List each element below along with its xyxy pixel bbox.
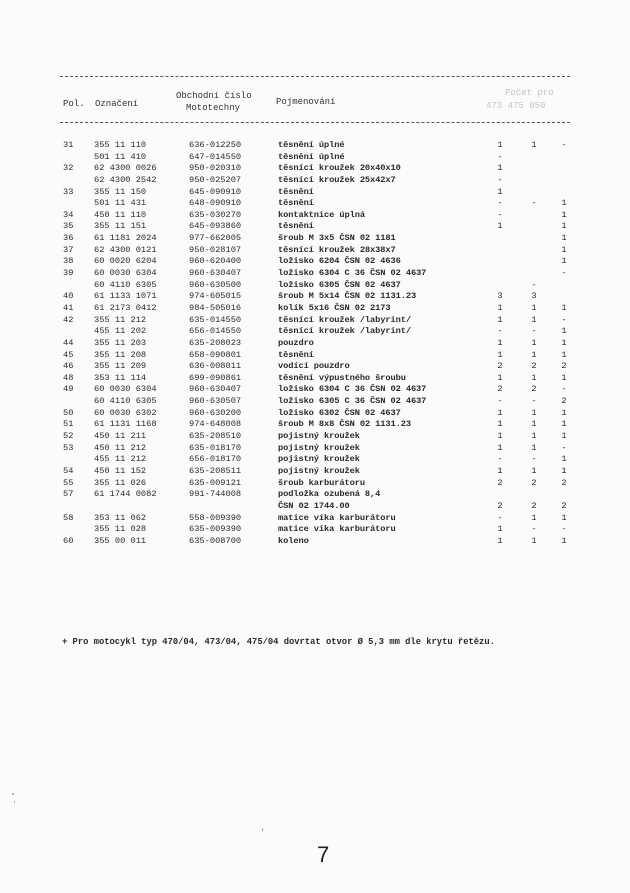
cell-order-number: 645-093860 xyxy=(189,221,242,232)
cell-order-number: 960-630407 xyxy=(189,268,242,279)
cell-qty-050: 1 xyxy=(561,431,567,442)
cell-order-number: 635-208510 xyxy=(189,431,242,442)
cell-designation: 501 11 431 xyxy=(94,198,147,209)
cell-qty-473: 2 xyxy=(497,361,503,372)
cell-qty-475: 1 xyxy=(531,512,537,523)
cell-qty-050: - xyxy=(561,140,567,150)
cell-order-number: 991-744008 xyxy=(189,489,242,500)
cell-qty-473: - xyxy=(497,512,503,523)
cell-qty-050: 1 xyxy=(561,302,567,313)
cell-qty-473: - xyxy=(497,326,503,337)
table-row xyxy=(60,221,580,233)
cell-qty-050: 1 xyxy=(561,419,567,430)
table-row xyxy=(60,478,580,490)
cell-order-number: 635-009121 xyxy=(189,477,242,488)
cell-position: 44 xyxy=(63,337,74,348)
cell-order-number: 656-018170 xyxy=(189,454,242,465)
cell-qty-050: 2 xyxy=(561,477,567,488)
cell-qty-473: - xyxy=(497,396,503,407)
cell-qty-475: 2 xyxy=(531,384,537,395)
cell-order-number: 635-030270 xyxy=(189,209,242,220)
table-row xyxy=(60,501,580,513)
table-row xyxy=(60,233,580,245)
cell-qty-473: 1 xyxy=(497,163,503,174)
cell-designation: 61 1133 1071 xyxy=(94,291,157,302)
cell-order-number: 647-014550 xyxy=(189,151,242,162)
table-row xyxy=(60,187,580,199)
cell-qty-475: 2 xyxy=(531,500,537,511)
cell-qty-473: 1 xyxy=(497,221,503,232)
cell-qty-473: 1 xyxy=(497,186,503,197)
cell-part-name: těsnění xyxy=(278,221,314,232)
cell-designation: 455 11 202 xyxy=(94,326,147,337)
cell-designation: 455 11 212 xyxy=(94,454,147,465)
cell-part-name: ložisko 6204 ČSN 02 4636 xyxy=(278,256,401,267)
cell-part-name: těsnění xyxy=(278,349,314,360)
cell-order-number: 974-648008 xyxy=(189,419,242,430)
table-row xyxy=(60,245,580,257)
table-row xyxy=(60,524,580,536)
table-row xyxy=(60,443,580,455)
cell-qty-050: 1 xyxy=(561,198,567,209)
cell-position: 51 xyxy=(63,419,74,430)
cell-position: 36 xyxy=(63,233,74,244)
cell-qty-475: 1 xyxy=(531,349,537,360)
cell-part-name: těsnění úplné xyxy=(278,151,345,162)
table-row xyxy=(60,198,580,210)
cell-qty-475: 1 xyxy=(531,314,537,325)
cell-designation: 60 4110 6305 xyxy=(94,396,157,407)
cell-part-name: pouzdro xyxy=(278,337,314,348)
table-row xyxy=(60,256,580,268)
cell-part-name: pojistný kroužek xyxy=(278,465,360,476)
cell-part-name: těsnící kroužek 20x40x10 xyxy=(278,163,401,174)
cell-qty-473: 1 xyxy=(497,431,503,442)
cell-qty-473: - xyxy=(497,209,503,220)
cell-designation: 355 11 110 xyxy=(94,140,147,150)
cell-order-number: 977-662005 xyxy=(189,233,242,244)
col-header-obchodni-1: Obchodní číslo xyxy=(176,91,252,101)
cell-qty-050: 2 xyxy=(561,361,567,372)
cell-qty-050: 1 xyxy=(561,337,567,348)
page-number: 7 xyxy=(317,842,330,867)
cell-order-number: 635-009390 xyxy=(189,524,242,535)
table-row xyxy=(60,536,580,548)
col-header-obchodni-2: Mototechny xyxy=(186,103,241,113)
table-row xyxy=(60,210,580,222)
cell-designation: 61 1131 1168 xyxy=(94,419,157,430)
cell-position: 39 xyxy=(63,268,74,279)
table-row xyxy=(60,384,580,396)
cell-order-number: 558-009390 xyxy=(189,512,242,523)
cell-position: 60 xyxy=(63,535,74,546)
cell-position: 52 xyxy=(63,431,74,442)
cell-designation: 355 11 150 xyxy=(94,186,147,197)
cell-qty-050: 1 xyxy=(561,244,567,255)
cell-position: 37 xyxy=(63,244,74,255)
scan-speck xyxy=(262,828,263,831)
cell-designation: 355 11 203 xyxy=(94,337,147,348)
cell-position: 33 xyxy=(63,186,74,197)
header-rule-bottom xyxy=(60,122,570,123)
cell-part-name: těsnící kroužek /labyrint/ xyxy=(278,314,411,325)
cell-designation: 60 0030 6304 xyxy=(94,268,157,279)
cell-qty-475: - xyxy=(531,454,537,465)
cell-part-name: ložisko 6304 C 36 ČSN 02 4637 xyxy=(278,268,427,279)
table-row xyxy=(60,315,580,327)
cell-qty-475: 2 xyxy=(531,477,537,488)
cell-qty-475: 1 xyxy=(531,372,537,383)
cell-qty-473: 2 xyxy=(497,500,503,511)
cell-qty-475: - xyxy=(531,279,537,290)
table-row xyxy=(60,280,580,292)
cell-designation: 60 0030 6304 xyxy=(94,384,157,395)
table-row xyxy=(60,175,580,187)
cell-designation: 61 1744 0082 xyxy=(94,489,157,500)
cell-designation: 62 4300 2542 xyxy=(94,174,157,185)
cell-qty-050: - xyxy=(561,524,567,535)
cell-designation: 62 4300 0121 xyxy=(94,244,157,255)
cell-part-name: šroub M 3x5 ČSN 02 1181 xyxy=(278,233,396,244)
cell-qty-475: 1 xyxy=(531,535,537,546)
cell-position: 48 xyxy=(63,372,74,383)
cell-order-number: 960-630507 xyxy=(189,396,242,407)
cell-part-name: šroub M 5x14 ČSN 02 1131.23 xyxy=(278,291,417,302)
cell-part-name: šroub M 8x8 ČSN 02 1131.23 xyxy=(278,419,411,430)
cell-qty-473: 1 xyxy=(497,407,503,418)
cell-designation: 450 11 110 xyxy=(94,209,147,220)
cell-designation: 61 1181 2024 xyxy=(94,233,157,244)
cell-qty-050: - xyxy=(561,268,567,279)
cell-qty-473: - xyxy=(497,151,503,162)
cell-qty-475: 1 xyxy=(531,465,537,476)
cell-order-number: 699-090861 xyxy=(189,372,242,383)
cell-qty-473: 1 xyxy=(497,337,503,348)
cell-qty-475: 1 xyxy=(531,337,537,348)
cell-designation: 353 11 062 xyxy=(94,512,147,523)
cell-order-number: 950-028107 xyxy=(189,244,242,255)
cell-designation: 501 11 410 xyxy=(94,151,147,162)
cell-designation: 450 11 152 xyxy=(94,465,147,476)
cell-designation: 355 11 208 xyxy=(94,349,147,360)
cell-part-name: ložisko 6304 C 36 ČSN 02 4637 xyxy=(278,384,427,395)
cell-qty-050: - xyxy=(561,314,567,325)
cell-part-name: pojistný kroužek xyxy=(278,454,360,465)
cell-part-name: ČSN 02 1744.00 xyxy=(278,500,350,511)
table-row xyxy=(60,408,580,420)
cell-qty-050: 1 xyxy=(561,535,567,546)
cell-qty-050: 1 xyxy=(561,221,567,232)
col-header-types: 473 475 050 xyxy=(486,101,546,111)
table-row xyxy=(60,396,580,408)
table-row xyxy=(60,513,580,525)
col-header-pojmenovani: Pojmenování xyxy=(276,97,336,107)
cell-part-name: těsnění výpustného šroubu xyxy=(278,372,406,383)
cell-qty-473: 1 xyxy=(497,372,503,383)
cell-qty-475: 1 xyxy=(531,442,537,453)
cell-designation: 60 4110 6305 xyxy=(94,279,157,290)
cell-qty-475: 1 xyxy=(531,302,537,313)
cell-designation: 450 11 211 xyxy=(94,431,147,442)
cell-qty-050: 1 xyxy=(561,233,567,244)
table-row xyxy=(60,466,580,478)
table-row xyxy=(60,326,580,338)
cell-qty-050: 1 xyxy=(561,465,567,476)
cell-order-number: 974-605015 xyxy=(189,291,242,302)
cell-qty-475: 3 xyxy=(531,291,537,302)
cell-designation: 62 4300 0026 xyxy=(94,163,157,174)
cell-designation: 61 2173 0412 xyxy=(94,302,157,313)
cell-qty-050: - xyxy=(561,442,567,453)
cell-qty-473: 1 xyxy=(497,465,503,476)
cell-qty-475: 1 xyxy=(531,431,537,442)
cell-qty-050: 2 xyxy=(561,396,567,407)
cell-part-name: šroub karburátoru xyxy=(278,477,365,488)
col-header-oznaceni: Označení xyxy=(95,99,139,109)
cell-qty-473: 1 xyxy=(497,524,503,535)
cell-part-name: koleno xyxy=(278,535,309,546)
cell-order-number: 960-630500 xyxy=(189,279,242,290)
table-row xyxy=(60,268,580,280)
cell-part-name: kolík 5x16 ČSN 02 2173 xyxy=(278,302,391,313)
cell-order-number: 658-090801 xyxy=(189,349,242,360)
cell-order-number: 648-090910 xyxy=(189,198,242,209)
cell-position: 57 xyxy=(63,489,74,500)
cell-part-name: těsnění xyxy=(278,198,314,209)
cell-part-name: těsnící kroužek 25x42x7 xyxy=(278,174,396,185)
cell-qty-475: - xyxy=(531,326,537,337)
cell-designation: 355 11 212 xyxy=(94,314,147,325)
cell-position: 45 xyxy=(63,349,74,360)
cell-part-name: ložisko 6305 ČSN 02 4637 xyxy=(278,279,401,290)
cell-order-number: 960-630407 xyxy=(189,384,242,395)
cell-qty-473: 2 xyxy=(497,384,503,395)
cell-part-name: ložisko 6305 C 36 ČSN 02 4637 xyxy=(278,396,427,407)
cell-position: 50 xyxy=(63,407,74,418)
cell-position: 58 xyxy=(63,512,74,523)
cell-qty-050: 1 xyxy=(561,512,567,523)
cell-qty-473: - xyxy=(497,198,503,209)
cell-designation: 355 00 011 xyxy=(94,535,147,546)
cell-qty-050: - xyxy=(561,384,567,395)
cell-part-name: kontaktnice úplná xyxy=(278,209,365,220)
cell-order-number: 656-014550 xyxy=(189,326,242,337)
cell-part-name: pojistný kroužek xyxy=(278,442,360,453)
cell-order-number: 950-020310 xyxy=(189,163,242,174)
table-row xyxy=(60,361,580,373)
cell-order-number: 635-208511 xyxy=(189,465,242,476)
cell-qty-473: 1 xyxy=(497,349,503,360)
table-row xyxy=(60,454,580,466)
cell-part-name: těsnění úplné xyxy=(278,140,345,150)
table-row xyxy=(60,338,580,350)
cell-designation: 60 0020 6204 xyxy=(94,256,157,267)
cell-order-number: 950-025207 xyxy=(189,174,242,185)
cell-qty-475: 1 xyxy=(531,407,537,418)
cell-position: 54 xyxy=(63,465,74,476)
col-header-pocet: Počet pro xyxy=(505,88,554,98)
cell-qty-473: 1 xyxy=(497,535,503,546)
cell-order-number: 984-505016 xyxy=(189,302,242,313)
cell-qty-050: 2 xyxy=(561,500,567,511)
table-row xyxy=(60,373,580,385)
cell-qty-050: 1 xyxy=(561,454,567,465)
cell-part-name: ložisko 6302 ČSN 02 4637 xyxy=(278,407,401,418)
cell-part-name: podložka ozubená 8,4 xyxy=(278,489,381,500)
header-rule-top xyxy=(60,76,570,77)
table-row xyxy=(60,431,580,443)
scan-speck xyxy=(14,801,15,803)
scan-speck xyxy=(12,793,14,795)
cell-part-name: těsnící kroužek 28x38x7 xyxy=(278,244,396,255)
cell-qty-473: 1 xyxy=(497,442,503,453)
footnote: + Pro motocykl typ 470/04, 473/04, 475/04 dovrtat otvor Ø 5,3 mm dle krytu řetězu. xyxy=(62,637,495,647)
table-row xyxy=(60,419,580,431)
cell-designation: 355 11 209 xyxy=(94,361,147,372)
cell-position: 35 xyxy=(63,221,74,232)
cell-qty-473: 1 xyxy=(497,302,503,313)
cell-order-number: 635-014550 xyxy=(189,314,242,325)
parts-table xyxy=(60,140,580,547)
table-row xyxy=(60,489,580,501)
cell-designation: 60 0030 6302 xyxy=(94,407,157,418)
cell-order-number: 645-090910 xyxy=(189,186,242,197)
cell-designation: 355 11 151 xyxy=(94,221,147,232)
cell-order-number: 635-208023 xyxy=(189,337,242,348)
cell-qty-473: - xyxy=(497,174,503,185)
table-row xyxy=(60,350,580,362)
cell-designation: 355 11 026 xyxy=(94,477,147,488)
cell-qty-473: - xyxy=(497,454,503,465)
cell-part-name: vodící pouzdro xyxy=(278,361,350,372)
cell-position: 42 xyxy=(63,314,74,325)
cell-position: 55 xyxy=(63,477,74,488)
cell-order-number: 635-008700 xyxy=(189,535,242,546)
cell-order-number: 636-008011 xyxy=(189,361,242,372)
cell-part-name: pojistný kroužek xyxy=(278,431,360,442)
cell-order-number: 636-012250 xyxy=(189,140,242,150)
cell-part-name: matice víka karburátoru xyxy=(278,524,396,535)
cell-qty-473: 1 xyxy=(497,140,503,150)
cell-designation: 355 11 028 xyxy=(94,524,147,535)
cell-qty-475: 1 xyxy=(531,419,537,430)
cell-qty-050: 1 xyxy=(561,372,567,383)
cell-position: 38 xyxy=(63,256,74,267)
cell-qty-050: 1 xyxy=(561,256,567,267)
cell-qty-475: - xyxy=(531,396,537,407)
table-row xyxy=(60,291,580,303)
cell-qty-473: 1 xyxy=(497,419,503,430)
table-row xyxy=(60,140,580,152)
cell-position: 46 xyxy=(63,361,74,372)
cell-qty-050: 1 xyxy=(561,349,567,360)
cell-order-number: 635-018170 xyxy=(189,442,242,453)
cell-position: 34 xyxy=(63,209,74,220)
cell-order-number: 960-620400 xyxy=(189,256,242,267)
cell-part-name: těsnění xyxy=(278,186,314,197)
cell-order-number: 960-630200 xyxy=(189,407,242,418)
cell-part-name: matice víka karburátoru xyxy=(278,512,396,523)
cell-qty-050: 1 xyxy=(561,326,567,337)
cell-qty-475: - xyxy=(531,524,537,535)
cell-position: 31 xyxy=(63,140,74,150)
cell-qty-473: 3 xyxy=(497,291,503,302)
cell-position: 53 xyxy=(63,442,74,453)
cell-part-name: těsnící kroužek /labyrint/ xyxy=(278,326,411,337)
cell-designation: 353 11 114 xyxy=(94,372,147,383)
table-row xyxy=(60,303,580,315)
cell-designation: 450 11 212 xyxy=(94,442,147,453)
table-row xyxy=(60,163,580,175)
cell-position: 32 xyxy=(63,163,74,174)
cell-position: 40 xyxy=(63,291,74,302)
cell-qty-050: 1 xyxy=(561,407,567,418)
cell-qty-473: 2 xyxy=(497,477,503,488)
cell-qty-475: 1 xyxy=(531,140,537,150)
cell-position: 49 xyxy=(63,384,74,395)
cell-position: 41 xyxy=(63,302,74,313)
col-header-pol: Pol. xyxy=(63,99,85,109)
cell-qty-050: 1 xyxy=(561,209,567,220)
cell-qty-475: - xyxy=(531,198,537,209)
cell-qty-473: 1 xyxy=(497,314,503,325)
table-row xyxy=(60,152,580,164)
cell-qty-475: 2 xyxy=(531,361,537,372)
